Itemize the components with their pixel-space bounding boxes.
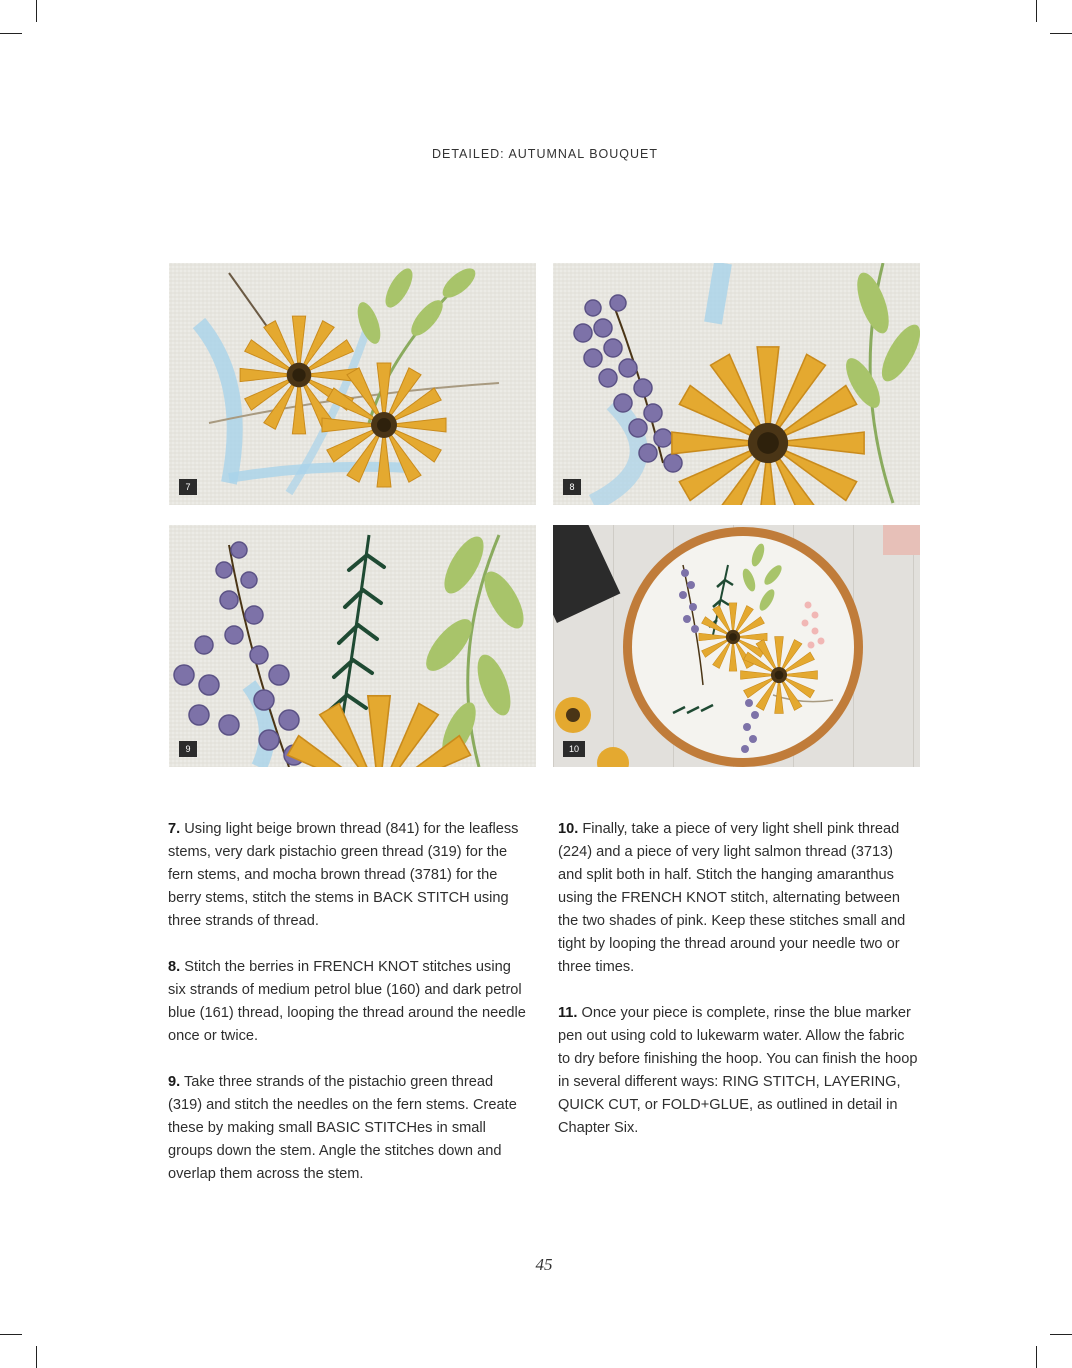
photo-9-illustration xyxy=(169,525,536,767)
step-7 xyxy=(168,818,530,933)
crop-mark xyxy=(36,1346,37,1368)
crop-mark xyxy=(0,1334,22,1335)
photo-step-9 xyxy=(169,525,536,767)
photo-step-8 xyxy=(553,263,920,505)
figure-label: 7 xyxy=(179,479,197,495)
step-text: Once your piece is complete, rinse the blue marker pen out using cold to lukewarm water. Allow the fabric to dry before finishing the hoop. You can finish the hoop in several different ways: RING STITCH, LAYERING, QUICK CUT, or FOLD+GLUE, as outlined in detail in Chapter Six. xyxy=(558,1005,918,1136)
step-10 xyxy=(558,818,920,979)
step-number: 11. xyxy=(558,1005,578,1021)
step-8 xyxy=(168,956,530,1048)
step-text: Finally, take a piece of very light shell pink thread (224) and a piece of very light salmon thread (3713) and split both in half. Stitch the hanging amaranthus using the FRENCH KNOT stitch, alternating between the two shades of pink. Keep these stitches small and tight by looping the thread around your needle two or three times. xyxy=(558,821,906,975)
step-11 xyxy=(558,1002,920,1140)
photo-8-illustration xyxy=(553,263,920,505)
figure-label: 9 xyxy=(179,741,197,757)
crop-mark xyxy=(1050,1334,1072,1335)
step-number: 7. xyxy=(168,821,181,837)
photo-step-10 xyxy=(553,525,920,767)
photo-7-illustration xyxy=(169,263,536,505)
step-text: Stitch the berries in FRENCH KNOT stitches using six strands of medium petrol blue (160) and dark petrol blue (161) thread, looping the thread around the needle once or twice. xyxy=(168,959,526,1044)
page-number: 45 xyxy=(535,1255,553,1274)
step-9 xyxy=(168,1071,530,1186)
crop-mark xyxy=(1036,1346,1037,1368)
figure-label: 8 xyxy=(563,479,581,495)
running-header: DETAILED: AUTUMNAL BOUQUET xyxy=(431,147,659,161)
photo-step-7 xyxy=(169,263,536,505)
photo-10-illustration xyxy=(553,525,920,767)
step-text: Using light beige brown thread (841) for the leafless stems, very dark pistachio green thread (319) for the fern stems, and mocha brown thread (3781) for the berry stems, stitch the stems in BACK STITCH using three strands of thread. xyxy=(168,821,519,929)
step-number: 9. xyxy=(168,1074,181,1090)
figure-label: 10 xyxy=(563,741,585,757)
instructions-left-column xyxy=(168,818,530,1209)
crop-mark xyxy=(36,0,37,22)
step-text: Take three strands of the pistachio green thread (319) and stitch the needles on the fern stems. Create these by making small BASIC STITCHes in small groups down the stem. Angle the stitches down and overlap them across the stem. xyxy=(168,1074,517,1182)
crop-mark xyxy=(1050,33,1072,34)
crop-mark xyxy=(1036,0,1037,22)
step-number: 10. xyxy=(558,821,579,837)
crop-mark xyxy=(0,33,22,34)
step-number: 8. xyxy=(168,959,181,975)
instructions-right-column xyxy=(558,818,920,1163)
